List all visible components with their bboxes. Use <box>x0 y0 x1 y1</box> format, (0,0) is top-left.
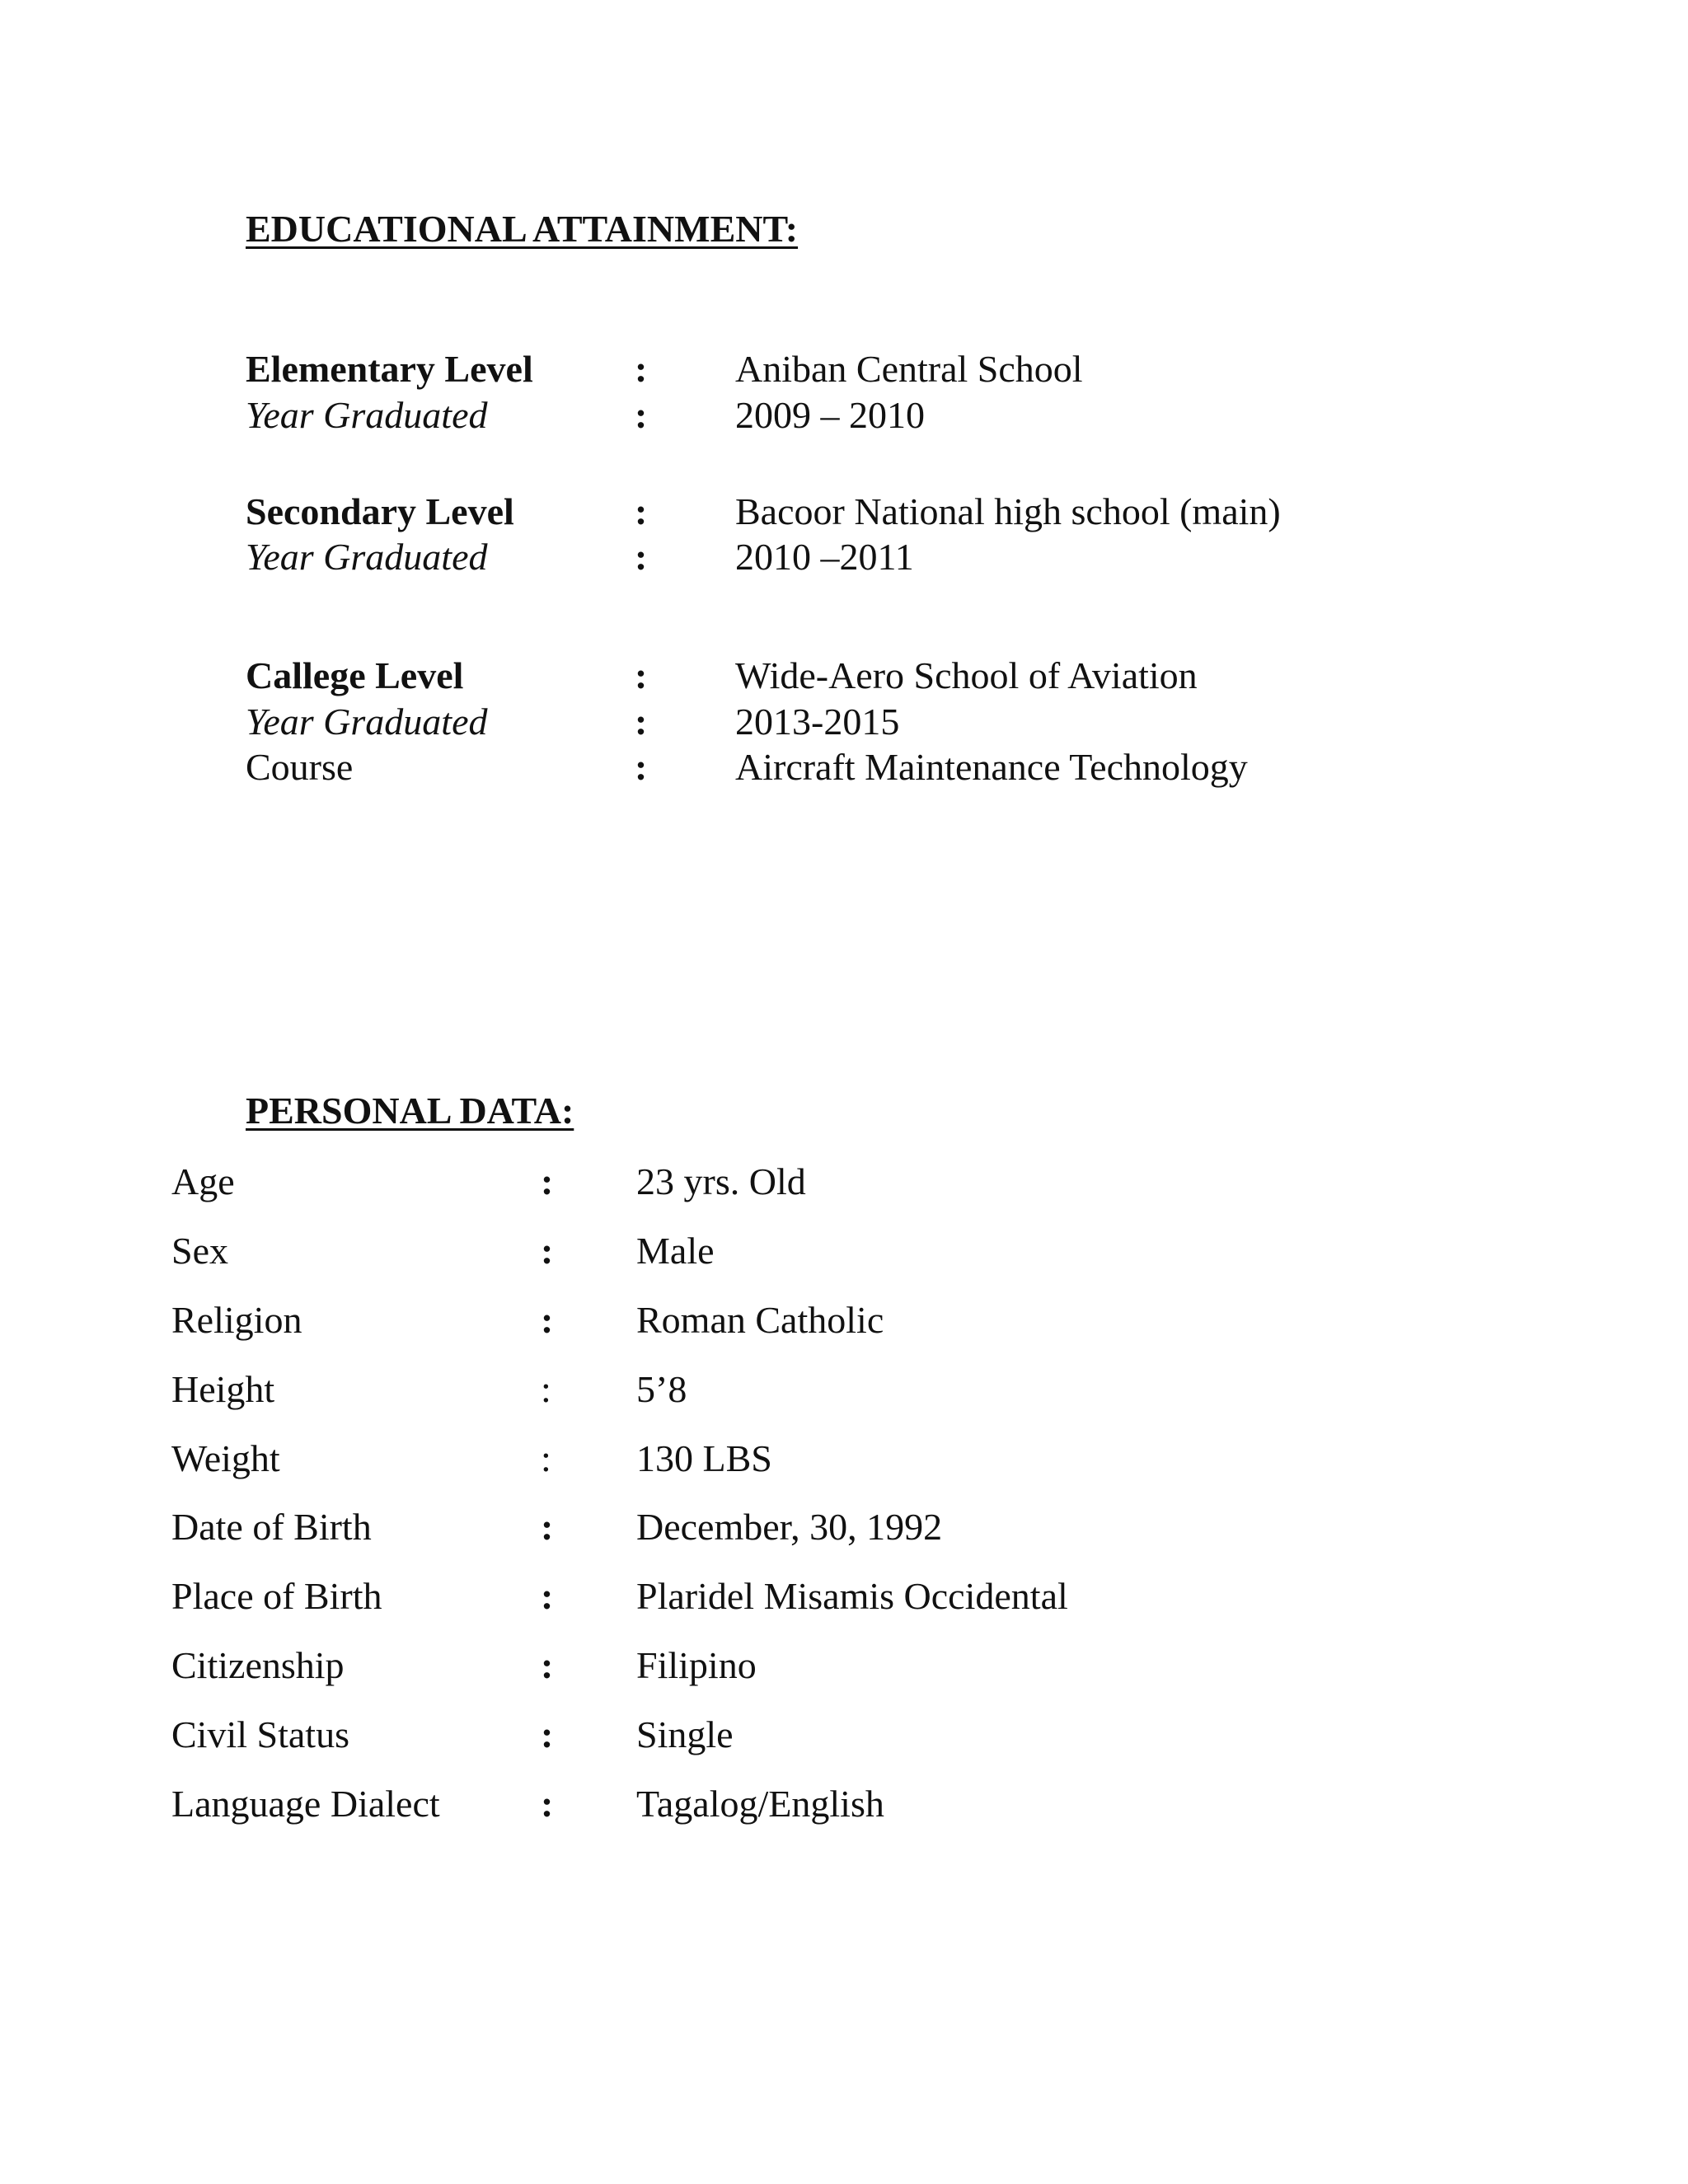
year-graduated-label: Year Graduated <box>246 536 488 578</box>
religion-value: Roman Catholic <box>636 1299 884 1341</box>
educational-attainment-heading: EDUCATIONAL ATTAINMENT: <box>246 208 799 250</box>
separator: : <box>541 1230 554 1272</box>
separator: : <box>635 348 648 390</box>
year-graduated-label: Year Graduated <box>246 394 488 436</box>
sex-label: Sex <box>171 1230 228 1272</box>
elementary-level-row <box>246 350 1400 396</box>
weight-label: Weight <box>171 1437 280 1479</box>
separator: : <box>541 1575 554 1617</box>
religion-label: Religion <box>171 1299 302 1341</box>
language-dialect-value: Tagalog/English <box>636 1783 884 1825</box>
elementary-year-value: 2009 – 2010 <box>735 394 925 436</box>
college-year-row <box>246 703 1400 749</box>
place-of-birth-label: Place of Birth <box>171 1575 382 1617</box>
civil-status-value: Single <box>636 1713 734 1755</box>
separator: : <box>541 1506 554 1548</box>
weight-row <box>171 1437 1325 1486</box>
college-level-row <box>246 654 1400 703</box>
religion-row <box>171 1301 1325 1347</box>
age-label: Age <box>171 1160 235 1202</box>
secondary-year-value: 2010 –2011 <box>735 536 914 578</box>
separator: : <box>541 1713 554 1755</box>
height-label: Height <box>171 1368 275 1410</box>
secondary-school-value: Bacoor National high school (main) <box>735 490 1281 532</box>
height-row <box>171 1368 1325 1417</box>
separator: : <box>635 701 648 743</box>
citizenship-value: Filipino <box>636 1644 757 1686</box>
separator: : <box>541 1299 554 1341</box>
separator: : <box>541 1783 554 1825</box>
separator: : <box>635 536 648 578</box>
weight-value: 130 LBS <box>636 1437 772 1479</box>
secondary-level-label: Secondary Level <box>246 490 514 532</box>
course-label: Course <box>246 746 354 788</box>
date-of-birth-row <box>171 1508 1325 1554</box>
date-of-birth-value: December, 30, 1992 <box>636 1506 943 1548</box>
college-level-label: Callege Level <box>246 654 464 696</box>
language-dialect-label: Language Dialect <box>171 1783 440 1825</box>
citizenship-row <box>171 1644 1325 1693</box>
secondary-level-row <box>246 490 1400 539</box>
separator: : <box>541 1437 551 1479</box>
college-year-value: 2013-2015 <box>735 701 900 743</box>
separator: : <box>635 746 648 788</box>
sex-value: Male <box>636 1230 715 1272</box>
separator: : <box>541 1160 554 1202</box>
language-dialect-row <box>171 1785 1325 1831</box>
separator: : <box>541 1368 551 1410</box>
separator: : <box>541 1644 554 1686</box>
citizenship-label: Citizenship <box>171 1644 345 1686</box>
place-of-birth-row <box>171 1577 1325 1624</box>
separator: : <box>635 490 648 532</box>
age-row <box>171 1160 1325 1209</box>
separator: : <box>635 394 648 436</box>
place-of-birth-value: Plaridel Misamis Occidental <box>636 1575 1068 1617</box>
personal-data-heading: PERSONAL DATA: <box>246 1090 574 1132</box>
year-graduated-label: Year Graduated <box>246 701 488 743</box>
elementary-school-value: Aniban Central School <box>735 348 1083 390</box>
college-school-value: Wide-Aero School of Aviation <box>735 654 1198 696</box>
sex-row <box>171 1232 1325 1278</box>
date-of-birth-label: Date of Birth <box>171 1506 372 1548</box>
course-value: Aircraft Maintenance Technology <box>735 746 1248 788</box>
secondary-year-row <box>246 538 1400 584</box>
separator: : <box>635 654 648 696</box>
elementary-level-label: Elementary Level <box>246 348 533 390</box>
elementary-year-row <box>246 396 1400 443</box>
civil-status-row <box>171 1713 1325 1762</box>
course-row <box>246 748 1400 794</box>
height-value: 5’8 <box>636 1368 687 1410</box>
age-value: 23 yrs. Old <box>636 1160 806 1202</box>
civil-status-label: Civil Status <box>171 1713 349 1755</box>
